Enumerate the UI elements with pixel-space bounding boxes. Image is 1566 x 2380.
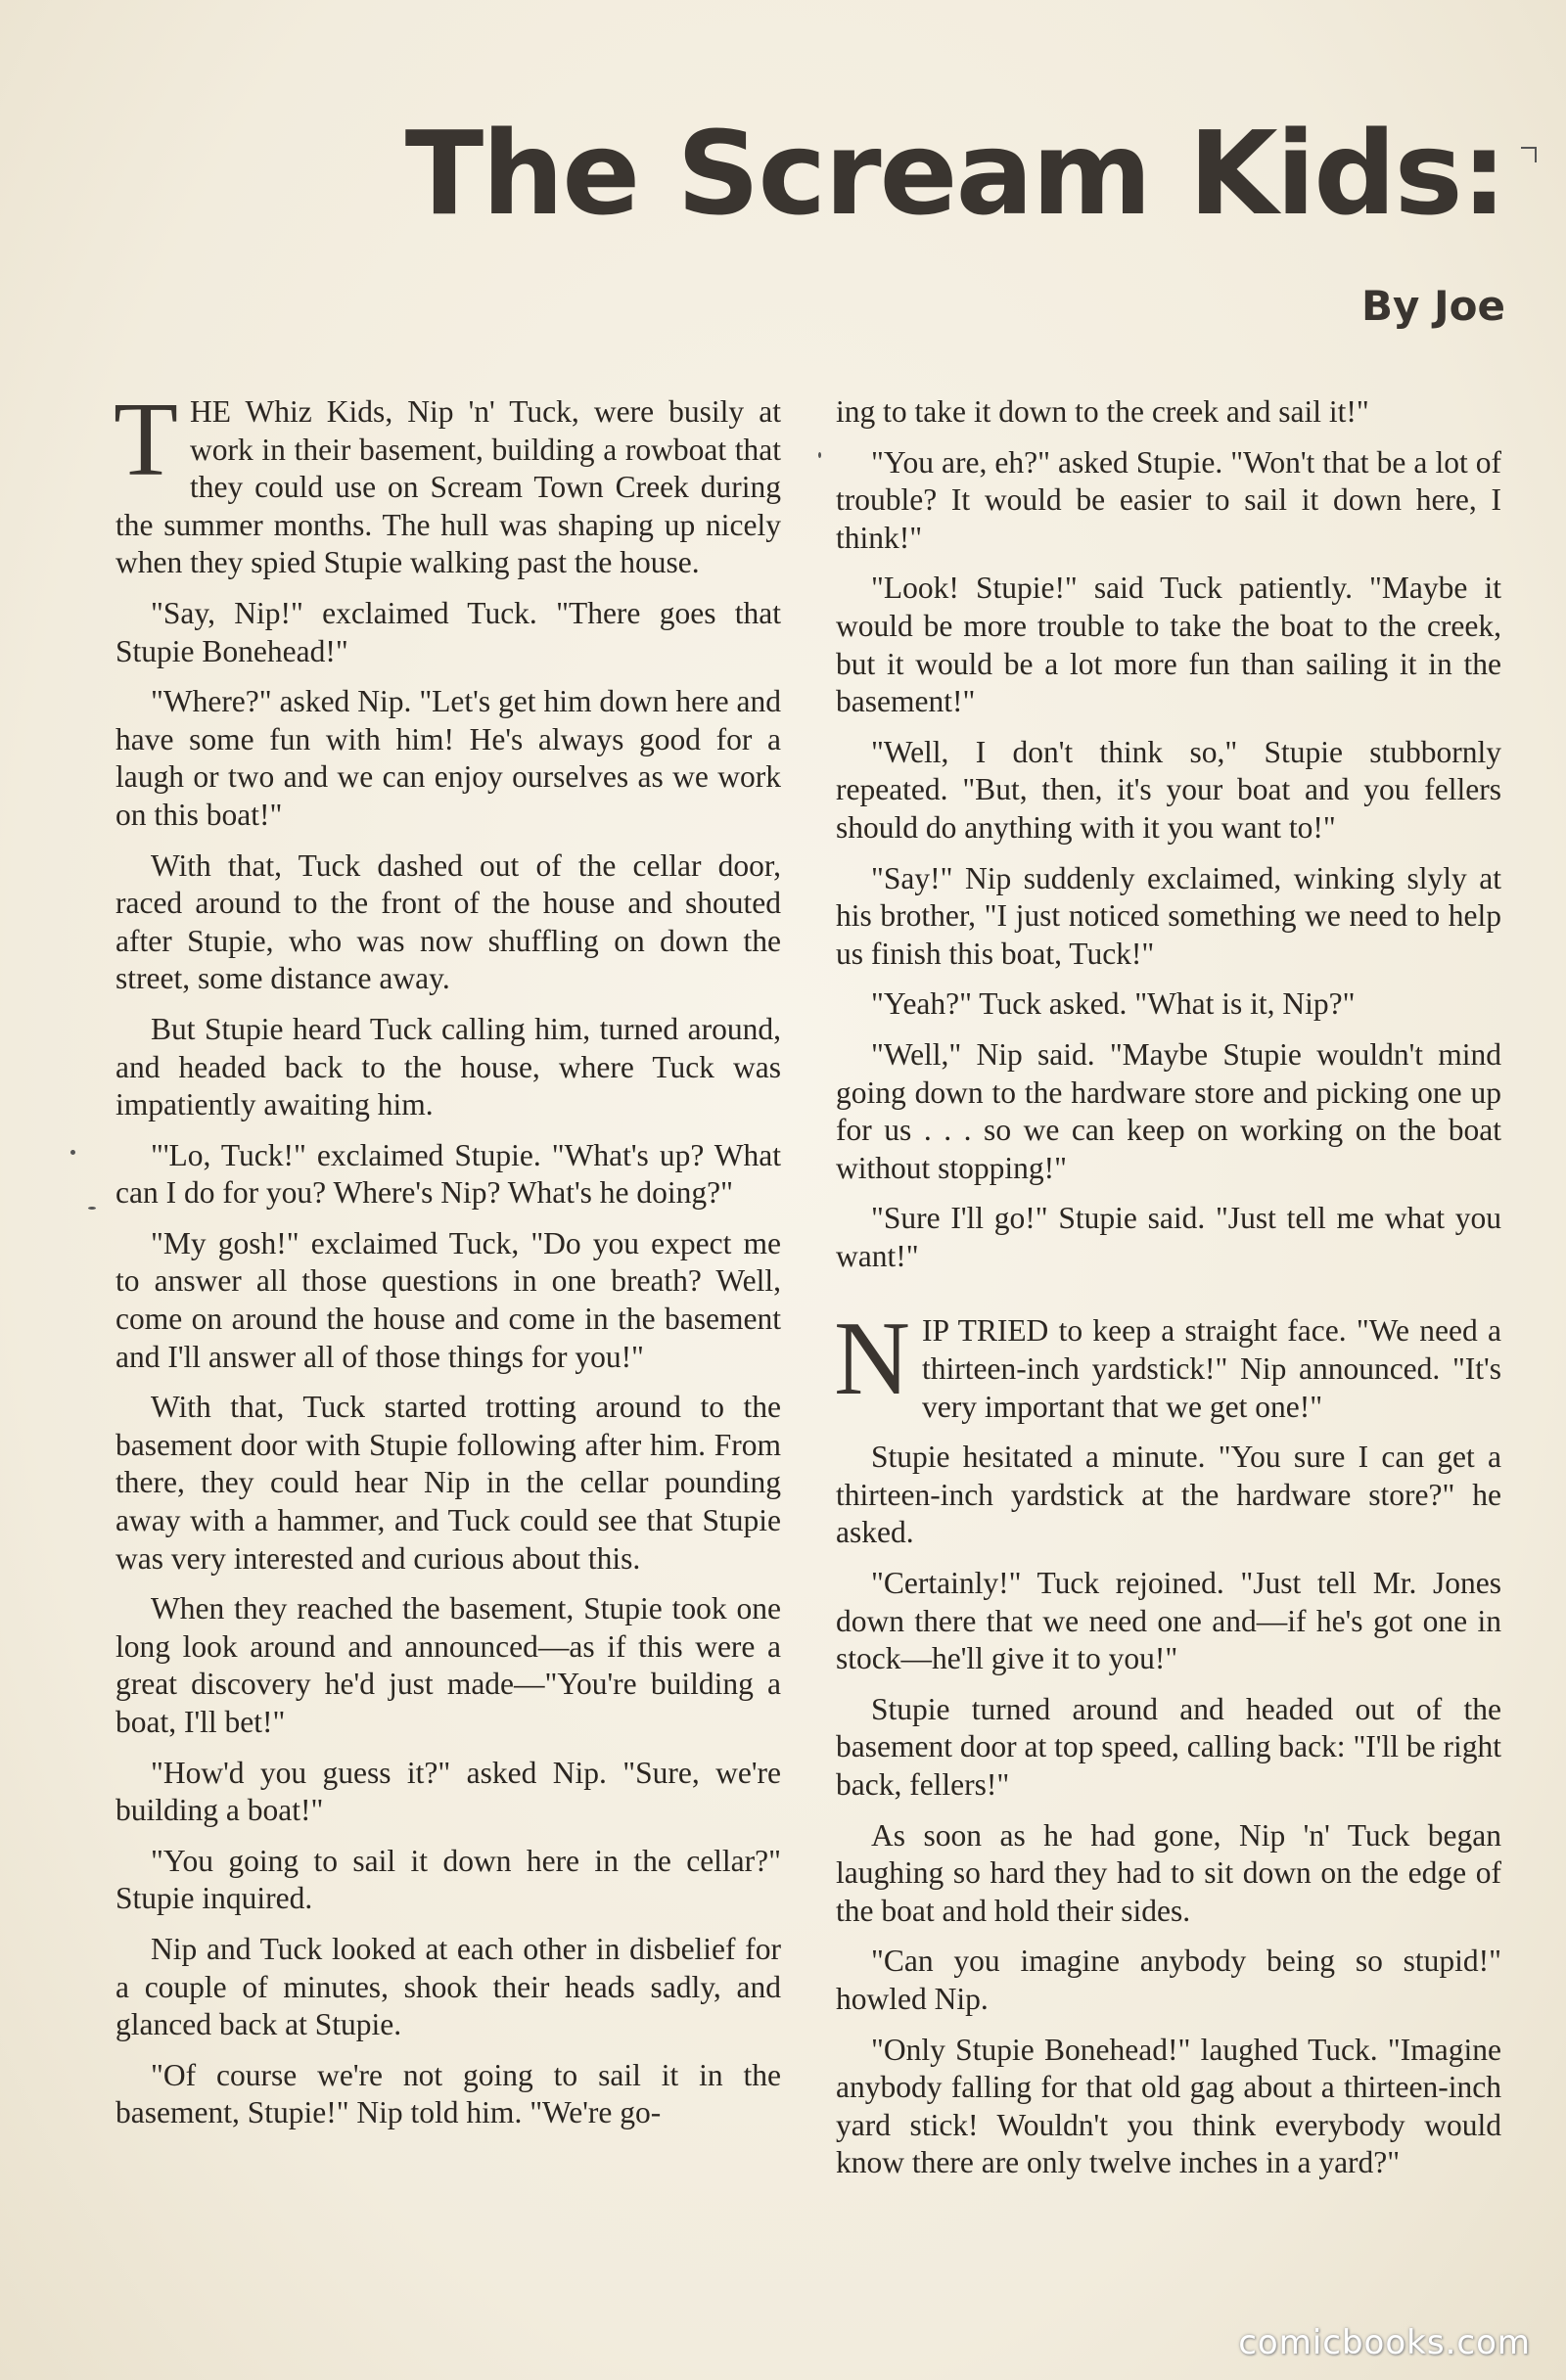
left-text-column [114,382,781,2145]
paragraph: "Say!" Nip suddenly exclaimed, winking slyly at his brother, "I just noticed something we need to help us finish this boat, Tuck!" [836,860,1501,971]
paragraph: "Can you imagine anybody being so stupid!" howled Nip. [836,1944,1501,2016]
drop-cap: T [114,382,178,498]
paragraph: "Look! Stupie!" said Tuck patiently. "Maybe it would be more trouble to take the boat to the creek, but it would be a lot more fun than sailing it in the basement!" [836,571,1501,719]
paragraph: "Well," Nip said. "Maybe Stupie wouldn't mind going down to the hardware store and picking one up for us . . . so we can keep on working on the boat without stopping!" [836,1036,1501,1185]
paragraph: "'Lo, Tuck!" exclaimed Stupie. "What's up? What can I do for you? Where's Nip? What's he doing?" [115,1137,781,1211]
paragraph: "How'd you guess it?" asked Nip. "Sure, we're building a boat!" [115,1755,781,1828]
paragraph: "Certainly!" Tuck rejoined. "Just tell Mr. Jones down there that we need one and—if he's got one in stock—he'll give it to you!" [836,1566,1501,1676]
paragraph: "Say, Nip!" exclaimed Tuck. "There goes that Stupie Bonehead!" [115,595,781,668]
paragraph: With that, Tuck started trotting around to the basement door with Stupie following after him. From there, they could hear Nip in the cellar pounding away with a hammer, and Tuck could see that Stupie was very interested and curious about this. [115,1390,781,1576]
paragraph: "Well, I don't think so," Stupie stubbornly repeated. "But, then, it's your boat and you fellers should do anything with it you want to!" [836,734,1501,845]
continued-paragraph: ing to take it down to the creek and sail it!" [836,394,1369,429]
paragraph: "Sure I'll go!" Stupie said. "Just tell me what you want!" [836,1201,1501,1273]
section-opening-text: IP TRIED to keep a straight face. "We need a thirteen-inch yardstick!" Nip announced. "It's very important that we get one!" [922,1313,1501,1424]
paragraph: Nip and Tuck looked at each other in disbelief for a couple of minutes, shook their heads sadly, and glanced back at Stupie. [115,1931,781,2042]
opening-text: HE Whiz Kids, Nip 'n' Tuck, were busily at work in their basement, building a rowboat that they could use on Scream Town Creek during the summer months. The hull was shaping up nicely when they spied Stupie walking past the house. [115,394,781,580]
paragraph: As soon as he had gone, Nip 'n' Tuck began laughing so hard they had to sit down on the edge of the boat and hold their sides. [836,1817,1501,1928]
paragraph: "Yeah?" Tuck asked. "What is it, Nip?" [871,986,1356,1022]
paragraph: Stupie turned around and headed out of the basement door at top speed, calling back: "I'll be right back, fellers!" [836,1691,1501,1802]
paragraph: "My gosh!" exclaimed Tuck, "Do you expect me to answer all those questions in one breath? Well, come on around the house and come in the basement and I'll answer all of those things for you!" [115,1225,781,1374]
paragraph: With that, Tuck dashed out of the cellar door, raced around to the front of the house and shouted after Stupie, who was now shuffling on down the street, some distance away. [115,847,781,996]
paragraph: When they reached the basement, Stupie took one long look around and announced—as if this were a great discovery he'd just made—"You're building a boat, I'll bet!" [115,1591,781,1739]
corner-mark [1521,147,1537,162]
paragraph: "Only Stupie Bonehead!" laughed Tuck. "Imagine anybody falling for that old gag about a thirteen-inch yard stick! Wouldn't you think everybody would know there are only twelve inches in a yard?" [836,2032,1501,2180]
paragraph: "You going to sail it down here in the cellar?" Stupie inquired. [115,1843,781,1916]
section-opening-paragraph [834,1301,1501,1426]
site-watermark: comicbooks.com [1238,2323,1531,2362]
print-speck [88,1207,96,1210]
paragraph: "You are, eh?" asked Stupie. "Won't that be a lot of trouble? It would be easier to sail it down here, I think!" [836,444,1501,555]
paragraph: But Stupie heard Tuck calling him, turned around, and headed back to the house, where Tuck was impatiently awaiting him. [115,1011,781,1122]
paragraph: "Of course we're not going to sail it in the basement, Stupie!" Nip told him. "We're go- [115,2057,781,2130]
paragraph: "Where?" asked Nip. "Let's get him down here and have some fun with him! He's always good for a laugh or two and we can enjoy ourselves as we work on this boat!" [115,684,781,832]
print-speck [818,452,821,458]
story-title: The Scream Kids: [404,106,1505,241]
section-drop-cap: N [834,1301,910,1418]
author-byline: By Joe [1361,282,1505,330]
print-speck [70,1150,75,1155]
paragraph: Stupie hesitated a minute. "You sure I can get a thirteen-inch yardstick at the hardware store?" he asked. [836,1440,1501,1550]
right-text-column [836,393,1501,2195]
opening-paragraph [114,382,781,582]
